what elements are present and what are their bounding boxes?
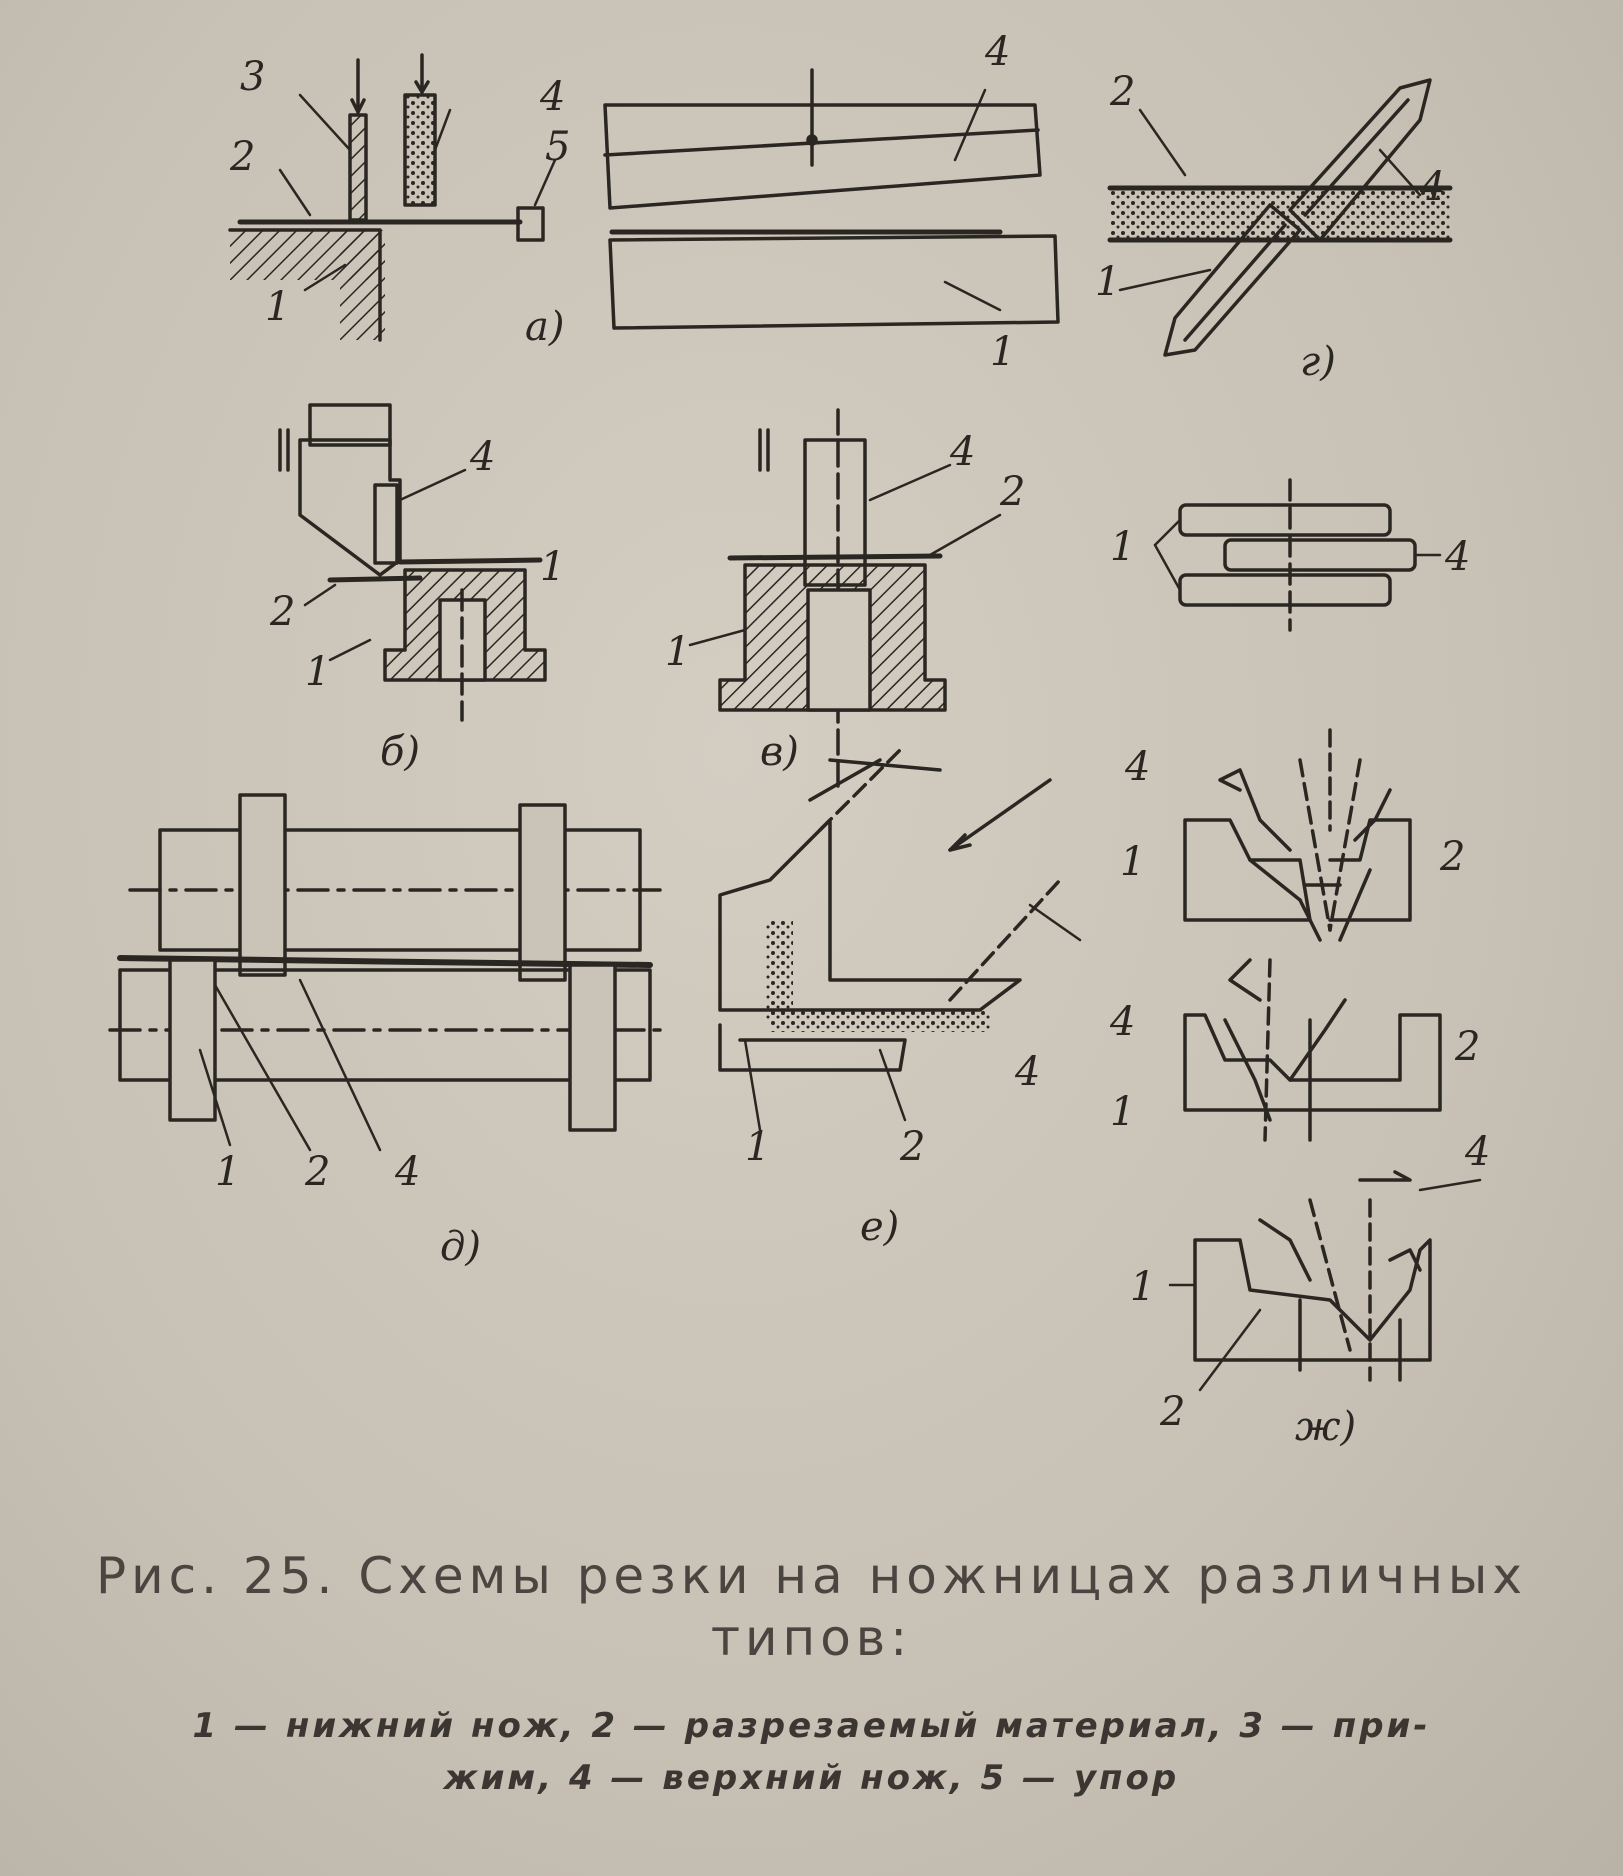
panel-a2 xyxy=(605,70,1058,328)
callout-g-2: 2 xyxy=(1110,69,1136,115)
callout-zh-top-1: 1 xyxy=(1120,839,1146,885)
callout-a2-1: 1 xyxy=(990,329,1016,375)
callout-v-4: 4 xyxy=(950,429,976,475)
callout-a-3: 3 xyxy=(240,54,266,100)
callout-a-5: 5 xyxy=(545,124,571,170)
callout-zh-top-2: 2 xyxy=(1440,834,1466,880)
callout-g-4: 4 xyxy=(1420,164,1446,210)
panel-label-zh: ж) xyxy=(1295,1404,1357,1450)
panel-label-v: в) xyxy=(760,729,799,775)
callout-d-4: 4 xyxy=(395,1149,421,1195)
callout-a-2: 2 xyxy=(230,134,256,180)
callout-zh-mid-1: 1 xyxy=(1110,1089,1136,1135)
panel-label-e: е) xyxy=(860,1204,900,1250)
callout-d-1: 1 xyxy=(215,1149,241,1195)
callout-e-1: 1 xyxy=(745,1124,771,1170)
panel-label-d: д) xyxy=(440,1224,481,1270)
callout-d-2: 2 xyxy=(305,1149,331,1195)
callout-zh-mid-4: 4 xyxy=(1110,999,1136,1045)
callout-zh-bot-4: 4 xyxy=(1465,1129,1491,1175)
callout-a2-4: 4 xyxy=(985,29,1011,75)
callout-zh-bot-2: 2 xyxy=(1160,1389,1186,1435)
callout-v-1: 1 xyxy=(665,629,691,675)
callout-e-2: 2 xyxy=(900,1124,926,1170)
callout-b-4: 4 xyxy=(470,434,496,480)
panel-zh xyxy=(1170,730,1480,1390)
callout-zh-bot-1: 1 xyxy=(1130,1264,1156,1310)
caption-title-line1: Рис. 25. Схемы резки на ножницах различных xyxy=(96,1547,1527,1605)
callout-g-1: 1 xyxy=(1095,259,1121,305)
callout-b-1: 1 xyxy=(305,649,331,695)
callout-a-1: 1 xyxy=(265,284,291,330)
callout-b-1top: 1 xyxy=(540,544,566,590)
panel-label-b: б) xyxy=(380,729,421,775)
panel-g xyxy=(1110,80,1450,355)
caption-title-line2: типов: xyxy=(710,1609,913,1667)
figure-caption-title xyxy=(20,1545,1603,1669)
callout-zh-mid-2: 2 xyxy=(1455,1024,1481,1070)
panel-label-g: г) xyxy=(1300,339,1336,385)
callout-e-4: 4 xyxy=(1015,1049,1041,1095)
panel-d xyxy=(110,795,660,1150)
panel-label-a: а) xyxy=(525,304,565,350)
callout-zh-top-4: 4 xyxy=(1125,744,1151,790)
callout-g2-4: 4 xyxy=(1445,534,1471,580)
callout-b-2: 2 xyxy=(270,589,296,635)
caption-legend-line2: жим, 4 — верхний нож, 5 — упор xyxy=(443,1758,1180,1798)
callout-v-2: 2 xyxy=(1000,469,1026,515)
panel-g2 xyxy=(1155,480,1440,630)
figure-caption-legend xyxy=(20,1700,1603,1804)
callout-a-4: 4 xyxy=(540,74,566,120)
caption-legend-line1: 1 — нижний нож, 2 — разрезаемый материал, 3 — при- xyxy=(192,1706,1431,1746)
callout-g2-1: 1 xyxy=(1110,524,1136,570)
